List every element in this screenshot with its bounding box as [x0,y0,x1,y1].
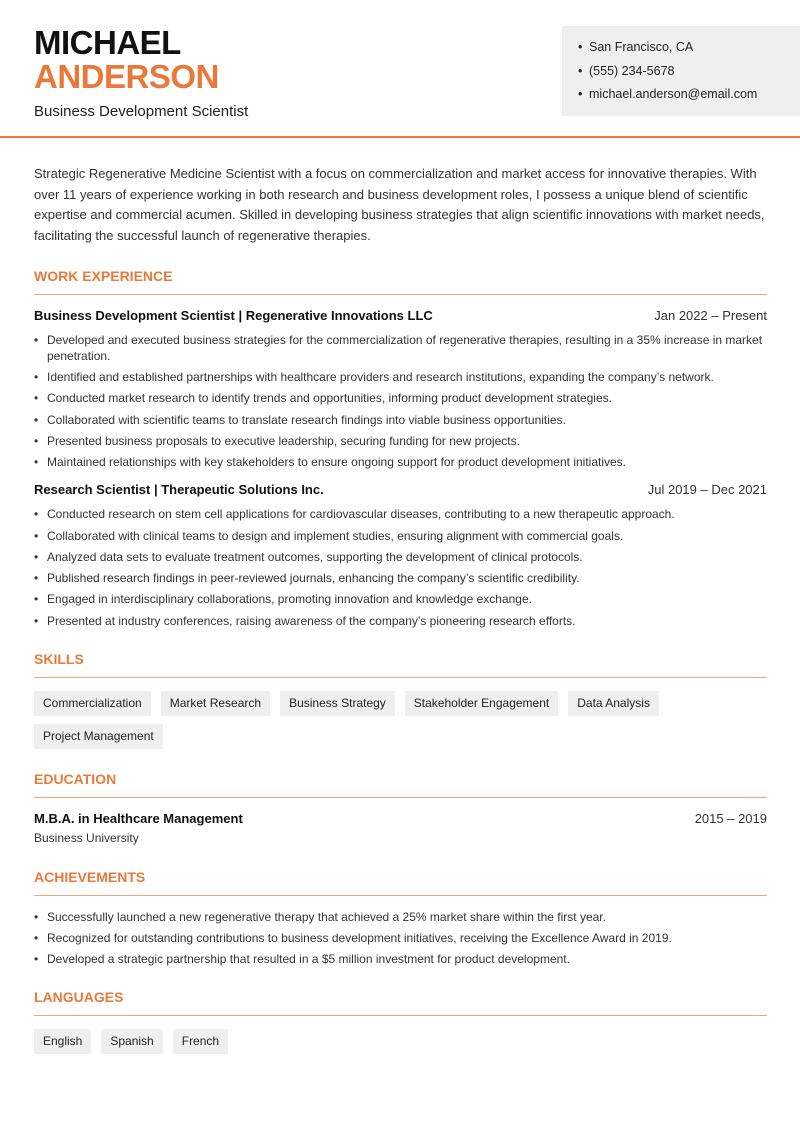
achievements-section [34,869,767,968]
languages-section [34,989,767,1054]
job-role: Business Development Scientist | Regenerative Innovations LLC [34,307,433,323]
job-entry [34,482,767,628]
education-dates: 2015 – 2019 [694,810,767,826]
job-dates: Jul 2019 – Dec 2021 [647,482,767,498]
language-tag: Spanish [101,1029,162,1054]
skill-tag: Commercialization [34,691,151,716]
skill-tag: Project Management [34,724,163,749]
language-tag: English [34,1029,91,1054]
education-header [34,811,767,826]
list-item: • Conducted research on stem cell applications for cardiovascular diseases, contributing to a new therapeutic approach. [34,506,767,522]
list-item: • Maintained relationships with key stakeholders to ensure ongoing support for product development initiatives. [34,454,767,470]
school-name: Business University [34,830,139,845]
list-item: • Developed and executed business strategies for the commercialization of regenerative therapies, resulting in a 35% increase in market penetration. [34,332,767,364]
bullet-icon: • [578,87,583,101]
list-item: • Analyzed data sets to evaluate treatment outcomes, supporting the development of clinical protocols. [34,549,767,565]
languages-section-title: LANGUAGES [34,989,767,1016]
work-section-title: WORK EXPERIENCE [34,268,767,295]
skill-tag: Stakeholder Engagement [405,691,558,716]
list-item: • Published research findings in peer-reviewed journals, enhancing the company’s scientific credibility. [34,570,767,586]
list-item: • Conducted market research to identify trends and opportunities, informing product development strategies. [34,390,767,406]
list-item: • Successfully launched a new regenerative therapy that achieved a 25% market share within the first year. [34,909,767,925]
last-name: ANDERSON [34,58,219,95]
skills-tags [34,691,767,749]
work-section [34,268,767,629]
summary: Strategic Regenerative Medicine Scientist with a focus on commercialization and market access for innovative therapies. With over 11 years of experience working in both research and business development roles, I possess a unique blend of scientific expertise and commercial acumen. Skilled in developing business strategies that align scientific innovations with market needs, facilitating the successful launch of regenerative therapies. [34,166,765,244]
list-item: • Identified and established partnerships with healthcare providers and research institutions, expanding the company’s network. [34,369,767,385]
skill-tag: Market Research [161,691,270,716]
contact-box [562,26,800,116]
degree: M.B.A. in Healthcare Management [34,810,243,826]
contact-email [578,87,800,111]
skill-tag: Business Strategy [280,691,395,716]
bullet-icon: • [578,63,583,78]
job-entry [34,308,767,470]
education-section [34,771,767,845]
language-tag: French [173,1029,228,1054]
name-block [34,26,248,120]
resume-header [0,0,800,138]
languages-tags [34,1029,767,1054]
job-role: Research Scientist | Therapeutic Solutions Inc. [34,482,324,498]
contact-phone-text: (555) 234-5678 [589,63,675,78]
resume-body [34,164,767,1054]
contact-phone [578,64,800,88]
skills-section [34,651,767,749]
list-item: • Presented business proposals to executive leadership, securing funding for new projects. [34,433,767,449]
list-item: • Engaged in interdisciplinary collaborations, promoting innovation and knowledge exchange. [34,591,767,607]
education-section-title: EDUCATION [34,771,767,798]
contact-email-text: michael.anderson@email.com [589,87,758,101]
skills-section-title: SKILLS [34,651,767,678]
list-item: • Presented at industry conferences, raising awareness of the company’s pioneering research efforts. [34,613,767,629]
skill-tag: Data Analysis [568,691,659,716]
job-header [34,308,767,323]
achievements-section-title: ACHIEVEMENTS [34,869,767,896]
list-item: • Collaborated with scientific teams to translate research findings into viable business opportunities. [34,412,767,428]
job-dates: Jan 2022 – Present [654,307,767,323]
job-title: Business Development Scientist [34,103,249,120]
job-bullets [34,506,767,628]
bullet-icon: • [578,40,583,54]
job-header [34,482,767,497]
contact-location [578,40,800,64]
list-item: • Developed a strategic partnership that resulted in a $5 million investment for product development. [34,951,767,967]
list-item: • Recognized for outstanding contributions to business development initiatives, receiving the Excellence Award in 2019. [34,930,767,946]
job-bullets [34,332,767,470]
contact-location-text: San Francisco, CA [589,40,694,54]
list-item: • Collaborated with clinical teams to design and implement studies, ensuring alignment with commercial goals. [34,528,767,544]
achievements-list [34,909,767,968]
first-name: MICHAEL [34,24,181,61]
